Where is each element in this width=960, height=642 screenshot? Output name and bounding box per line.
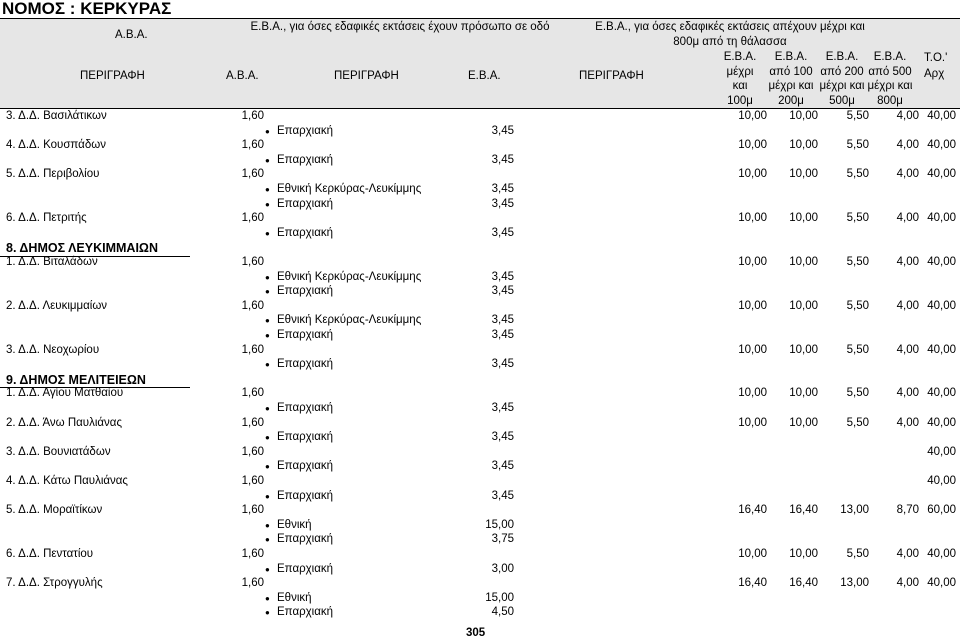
entry-sea-value: 4,00 bbox=[896, 299, 919, 312]
entry-name: 1. Δ.Δ. Αγίου Ματθαίου bbox=[6, 387, 124, 400]
entry-to-value: 40,00 bbox=[927, 548, 956, 560]
sea-col-label: Ε.Β.Α. bbox=[825, 51, 859, 63]
road-name: ● Επαρχιακή bbox=[277, 533, 333, 545]
road-eba-value: 3,45 bbox=[491, 153, 514, 166]
sea-col-label: Ε.Β.Α. bbox=[723, 51, 757, 63]
sea-col-label: 500μ bbox=[829, 94, 855, 107]
entry-sea-value: 10,00 bbox=[789, 110, 818, 122]
entry-to-value: 40,00 bbox=[927, 387, 956, 400]
header-road-group: Ε.Β.Α., για όσες εδαφικές εκτάσεις έχουν πρόσωπο σε οδό bbox=[250, 21, 550, 33]
road-eba-value: 3,45 bbox=[491, 183, 514, 195]
entry-to-value: 60,00 bbox=[927, 504, 956, 517]
road-eba-value: 3,45 bbox=[491, 358, 514, 371]
entry-sea-value: 10,00 bbox=[738, 343, 767, 356]
road-eba-value: 4,50 bbox=[491, 606, 514, 619]
entry-aba-value: 1,60 bbox=[241, 139, 264, 152]
sea-col-label: Ε.Β.Α. bbox=[774, 51, 808, 63]
entry-aba-value: 1,60 bbox=[241, 445, 264, 458]
road-name: ● Επαρχιακή bbox=[277, 490, 333, 502]
road-name: ● Επαρχιακή bbox=[277, 606, 333, 618]
road-eba-value: 3,45 bbox=[491, 314, 514, 327]
entry-name: 7. Δ.Δ. Στρογγυλής bbox=[6, 577, 103, 590]
entry-sea-value: 8,70 bbox=[896, 504, 919, 517]
entry-sea-value: 10,00 bbox=[789, 387, 818, 400]
road-eba-value: 3,45 bbox=[491, 197, 514, 210]
sea-col-label: 100μ bbox=[727, 94, 753, 107]
road-name: ● Επαρχιακή bbox=[277, 125, 333, 137]
header-eba-column: Ε.Β.Α. bbox=[468, 70, 501, 82]
entry-to-value: 40,00 bbox=[927, 212, 956, 225]
header-description-3: ΠΕΡΙΓΡΑΦΗ bbox=[579, 70, 644, 82]
entry-sea-value: 10,00 bbox=[738, 110, 767, 122]
entry-name: 5. Δ.Δ. Μοραϊτίκων bbox=[6, 504, 103, 517]
entry-sea-value: 10,00 bbox=[789, 548, 818, 560]
header-sea-group: Ε.Β.Α., για όσες εδαφικές εκτάσεις απέχουν μέχρι και 800μ από τη θάλασσα bbox=[595, 21, 865, 48]
road-name: ● Εθνική bbox=[277, 592, 312, 604]
header-sea-col-100 bbox=[712, 50, 768, 108]
road-eba-value: 15,00 bbox=[485, 591, 514, 604]
road-name: ● Εθνική Κερκύρας-Λευκίμμης bbox=[277, 314, 421, 326]
sea-col-label: μέχρι και bbox=[819, 80, 865, 92]
entry-name: 6. Δ.Δ. Πετριτής bbox=[6, 212, 87, 225]
entry-aba-value: 1,60 bbox=[241, 504, 264, 517]
road-name: ● Επαρχιακή bbox=[277, 460, 333, 472]
road-name: ● Επαρχιακή bbox=[277, 431, 333, 443]
entry-name: 6. Δ.Δ. Πεντατίου bbox=[6, 548, 94, 560]
to-col-label: Τ.Ο.' bbox=[924, 52, 948, 64]
road-name: ● Εθνική Κερκύρας-Λευκίμμης bbox=[277, 183, 421, 195]
entry-sea-value: 10,00 bbox=[789, 416, 818, 429]
sea-col-label: μέχρι bbox=[726, 65, 754, 78]
entry-aba-value: 1,60 bbox=[241, 256, 264, 268]
entry-sea-value: 10,00 bbox=[738, 168, 767, 181]
entry-sea-value: 5,50 bbox=[846, 387, 869, 400]
entry-aba-value: 1,60 bbox=[241, 475, 264, 487]
entry-to-value: 40,00 bbox=[927, 577, 956, 590]
road-name: ● Επαρχιακή bbox=[277, 402, 333, 414]
sea-col-label: 200μ bbox=[778, 94, 804, 107]
sea-col-label: Ε.Β.Α. bbox=[873, 51, 907, 63]
entry-sea-value: 4,00 bbox=[896, 212, 919, 225]
entry-aba-value: 1,60 bbox=[241, 387, 264, 400]
entry-to-value: 40,00 bbox=[927, 343, 956, 356]
header-aba-top: Α.Β.Α. bbox=[115, 29, 148, 41]
entry-to-value: 40,00 bbox=[927, 139, 956, 152]
entry-aba-value: 1,60 bbox=[241, 343, 264, 356]
entry-sea-value: 10,00 bbox=[789, 343, 818, 356]
entry-sea-value: 10,00 bbox=[738, 212, 767, 225]
sea-col-label: 800μ bbox=[877, 94, 903, 107]
entry-sea-value: 10,00 bbox=[738, 256, 767, 268]
entry-sea-value: 16,40 bbox=[738, 577, 767, 590]
road-name: ● Εθνική bbox=[277, 519, 312, 531]
entry-name: 1. Δ.Δ. Βιταλάδων bbox=[6, 256, 98, 268]
entry-to-value: 40,00 bbox=[927, 416, 956, 429]
entry-sea-value: 4,00 bbox=[896, 168, 919, 181]
entry-name: 4. Δ.Δ. Κουσπάδων bbox=[6, 139, 106, 152]
road-eba-value: 3,45 bbox=[491, 402, 514, 414]
road-eba-value: 3,45 bbox=[491, 285, 514, 298]
road-name: ● Επαρχιακή bbox=[277, 563, 333, 575]
entry-sea-value: 5,50 bbox=[846, 110, 869, 122]
entry-sea-value: 4,00 bbox=[896, 548, 919, 560]
entry-sea-value: 10,00 bbox=[738, 299, 767, 312]
entry-name: 2. Δ.Δ. Λευκιμμαίων bbox=[6, 299, 108, 312]
entry-aba-value: 1,60 bbox=[241, 212, 264, 225]
to-col-label: Αρχ bbox=[924, 68, 945, 80]
header-bottom-rule bbox=[0, 108, 960, 109]
entry-sea-value: 4,00 bbox=[896, 110, 919, 122]
section-heading: 8. ΔΗΜΟΣ ΛΕΥΚΙΜΜΑΙΩΝ bbox=[6, 241, 158, 256]
entry-to-value: 40,00 bbox=[927, 110, 956, 122]
header-sea-col-200 bbox=[763, 50, 819, 108]
road-eba-value: 3,45 bbox=[491, 489, 514, 502]
entry-sea-value: 5,50 bbox=[846, 548, 869, 560]
sea-col-label: και bbox=[732, 80, 748, 92]
road-name: ● Επαρχιακή bbox=[277, 358, 333, 370]
entry-sea-value: 10,00 bbox=[789, 212, 818, 225]
entry-sea-value: 5,50 bbox=[846, 299, 869, 312]
entry-sea-value: 4,00 bbox=[896, 577, 919, 590]
sea-col-label: από 500 bbox=[868, 65, 912, 78]
entry-sea-value: 5,50 bbox=[846, 343, 869, 356]
header-aba-column: Α.Β.Α. bbox=[226, 70, 259, 82]
road-eba-value: 3,45 bbox=[491, 329, 514, 341]
header-description-2: ΠΕΡΙΓΡΑΦΗ bbox=[334, 70, 399, 82]
entry-sea-value: 5,50 bbox=[846, 416, 869, 429]
entry-name: 3. Δ.Δ. Βουνιατάδων bbox=[6, 445, 111, 458]
entry-to-value: 40,00 bbox=[927, 475, 956, 487]
entry-sea-value: 10,00 bbox=[738, 387, 767, 400]
entry-sea-value: 10,00 bbox=[789, 139, 818, 152]
header-description-1: ΠΕΡΙΓΡΑΦΗ bbox=[80, 70, 145, 82]
sea-col-label: μέχρι και bbox=[867, 80, 913, 92]
entry-to-value: 40,00 bbox=[927, 445, 956, 458]
entry-sea-value: 16,40 bbox=[789, 577, 818, 590]
entry-name: 2. Δ.Δ. Άνω Παυλιάνας bbox=[6, 416, 122, 429]
entry-aba-value: 1,60 bbox=[241, 299, 264, 312]
entry-name: 4. Δ.Δ. Κάτω Παυλιάνας bbox=[6, 475, 128, 487]
road-eba-value: 3,00 bbox=[491, 562, 514, 575]
road-name: ● Επαρχιακή bbox=[277, 285, 333, 297]
entry-sea-value: 10,00 bbox=[738, 139, 767, 152]
entry-sea-value: 5,50 bbox=[846, 139, 869, 152]
entry-aba-value: 1,60 bbox=[241, 168, 264, 181]
entry-sea-value: 4,00 bbox=[896, 387, 919, 400]
entry-aba-value: 1,60 bbox=[241, 548, 264, 560]
entry-sea-value: 4,00 bbox=[896, 343, 919, 356]
entry-name: 5. Δ.Δ. Περιβολίου bbox=[6, 168, 100, 181]
entry-sea-value: 10,00 bbox=[738, 548, 767, 560]
road-name: ● Επαρχιακή bbox=[277, 227, 333, 239]
road-name: ● Επαρχιακή bbox=[277, 198, 333, 210]
road-eba-value: 3,45 bbox=[491, 226, 514, 239]
entry-sea-value: 5,50 bbox=[846, 168, 869, 181]
entry-sea-value: 10,00 bbox=[738, 416, 767, 429]
entry-sea-value: 10,00 bbox=[789, 168, 818, 181]
road-eba-value: 3,45 bbox=[491, 270, 514, 283]
entry-sea-value: 13,00 bbox=[840, 577, 869, 590]
road-eba-value: 3,75 bbox=[491, 533, 514, 546]
entry-sea-value: 10,00 bbox=[789, 256, 818, 268]
road-eba-value: 15,00 bbox=[485, 518, 514, 531]
sea-col-label: από 100 bbox=[769, 65, 813, 78]
entry-to-value: 40,00 bbox=[927, 299, 956, 312]
road-name: ● Επαρχιακή bbox=[277, 329, 333, 341]
entry-aba-value: 1,60 bbox=[241, 110, 264, 122]
entry-sea-value: 4,00 bbox=[896, 416, 919, 429]
road-eba-value: 3,45 bbox=[491, 124, 514, 137]
header-sea-col-800 bbox=[862, 50, 918, 108]
entry-name: 3. Δ.Δ. Βασιλάτικων bbox=[6, 110, 107, 122]
entry-sea-value: 13,00 bbox=[840, 504, 869, 517]
entry-sea-value: 5,50 bbox=[846, 212, 869, 225]
sea-col-label: μέχρι και bbox=[768, 80, 814, 92]
entry-name: 3. Δ.Δ. Νεοχωρίου bbox=[6, 343, 100, 356]
entry-sea-value: 16,40 bbox=[789, 504, 818, 517]
entry-to-value: 40,00 bbox=[927, 168, 956, 181]
page-title: ΝΟΜΟΣ : ΚΕΡΚΥΡΑΣ bbox=[2, 0, 172, 18]
entry-to-value: 40,00 bbox=[927, 256, 956, 268]
section-heading: 9. ΔΗΜΟΣ ΜΕΛΙΤΕΙΕΩΝ bbox=[6, 372, 146, 387]
entry-sea-value: 4,00 bbox=[896, 256, 919, 268]
entry-aba-value: 1,60 bbox=[241, 577, 264, 590]
header-to-column bbox=[924, 50, 947, 82]
page-number: 305 bbox=[466, 627, 486, 639]
entry-sea-value: 4,00 bbox=[896, 139, 919, 152]
road-eba-value: 3,45 bbox=[491, 460, 514, 473]
road-name: ● Εθνική Κερκύρας-Λευκίμμης bbox=[277, 271, 421, 283]
entry-aba-value: 1,60 bbox=[241, 416, 264, 429]
road-eba-value: 3,45 bbox=[491, 431, 514, 444]
road-name: ● Επαρχιακή bbox=[277, 154, 333, 166]
entry-sea-value: 5,50 bbox=[846, 256, 869, 268]
entry-sea-value: 10,00 bbox=[789, 299, 818, 312]
sea-col-label: από 200 bbox=[820, 65, 864, 78]
entry-sea-value: 16,40 bbox=[738, 504, 767, 517]
